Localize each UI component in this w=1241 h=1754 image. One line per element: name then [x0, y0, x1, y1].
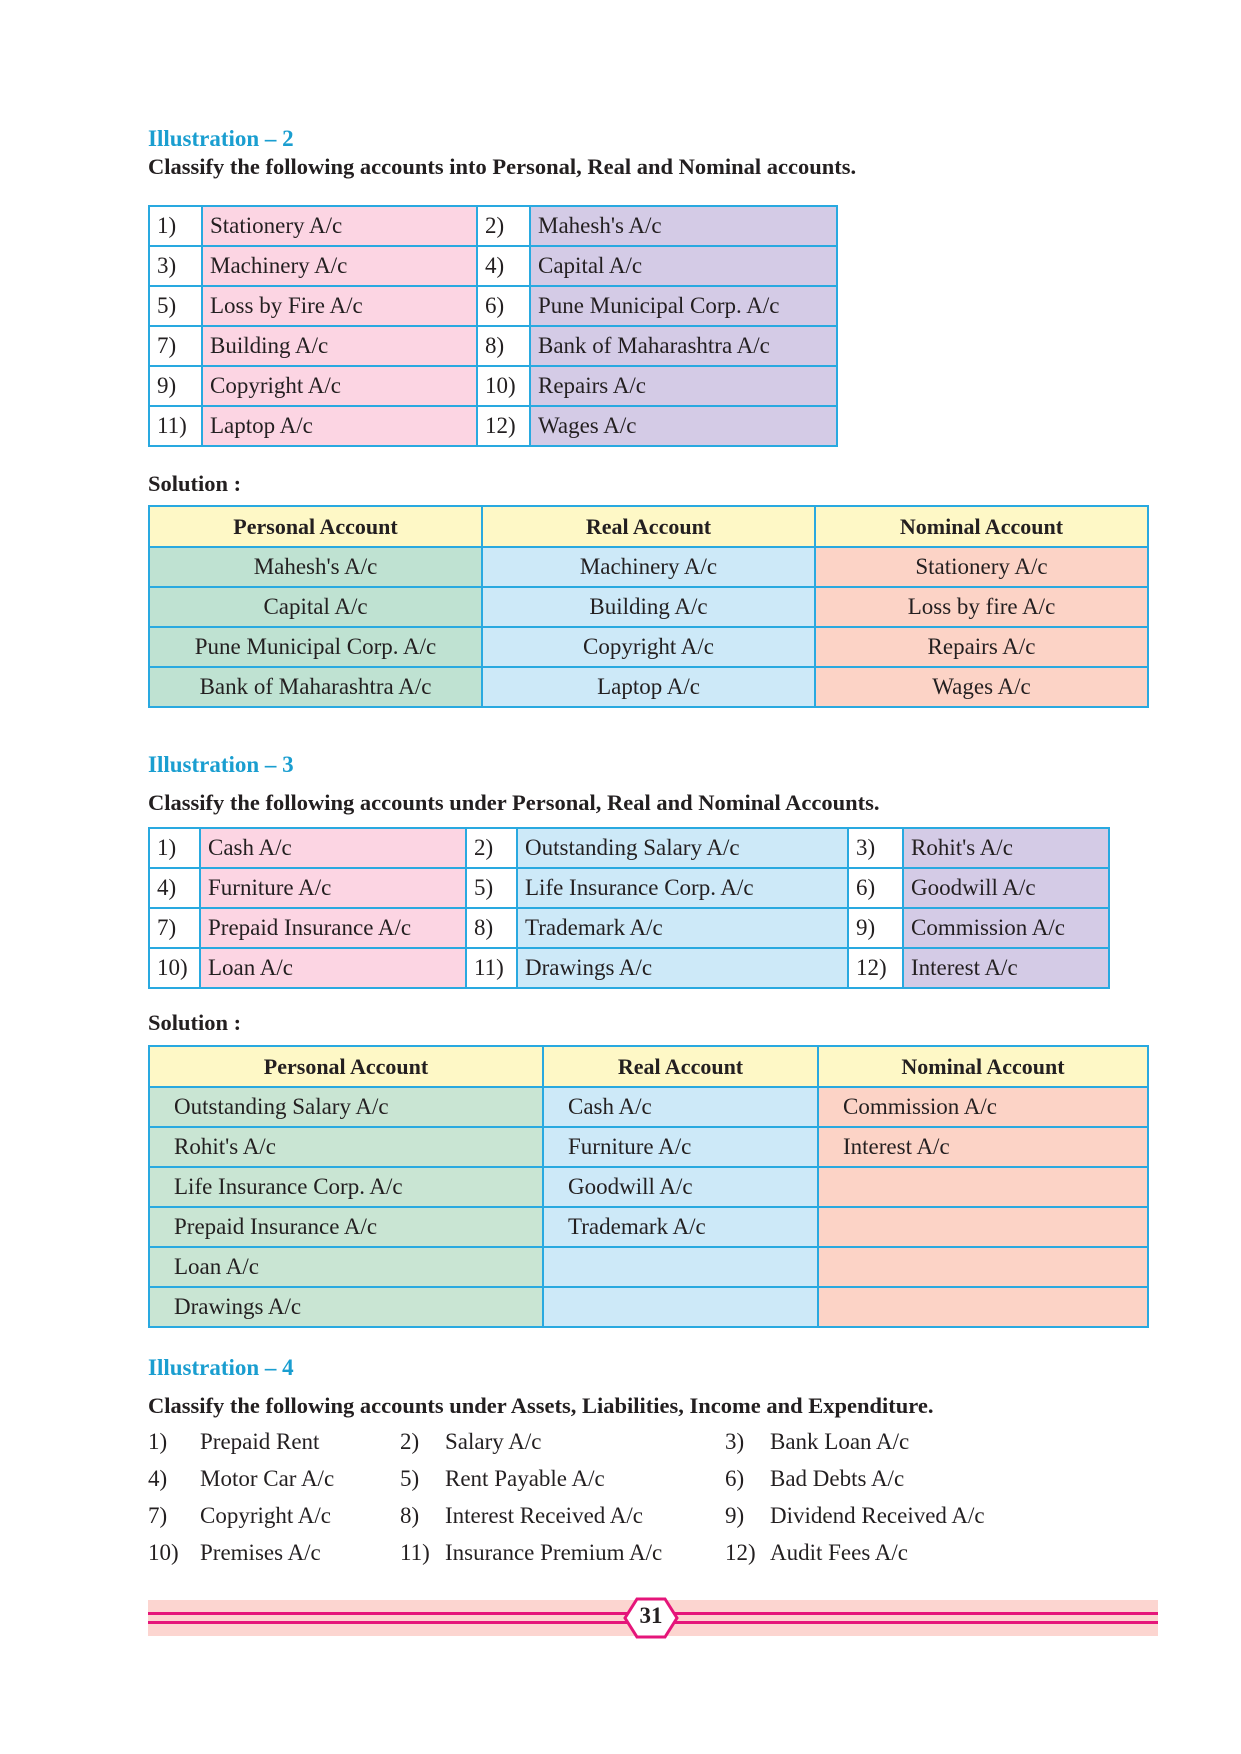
illustration-3-solution-table	[148, 1045, 1149, 1328]
account-name: Stationery A/c	[202, 206, 477, 246]
personal-account-cell: Mahesh's A/c	[149, 547, 482, 587]
illustration-4-account-list	[148, 1429, 1158, 1577]
table-row	[149, 667, 1148, 707]
item-number: 5)	[149, 286, 202, 326]
account-name: Furniture A/c	[200, 868, 466, 908]
table-row	[149, 1167, 1148, 1207]
item-number: 1)	[149, 206, 202, 246]
account-name: Copyright A/c	[202, 366, 477, 406]
personal-account-cell: Capital A/c	[149, 587, 482, 627]
item-number: 11)	[466, 948, 517, 988]
item-number: 9)	[725, 1503, 745, 1528]
table-row	[149, 1287, 1148, 1327]
table-row	[149, 908, 1109, 948]
item-number: 11)	[400, 1540, 430, 1565]
personal-account-cell: Bank of Maharashtra A/c	[149, 667, 482, 707]
item-number: 7)	[149, 326, 202, 366]
nominal-account-cell	[818, 1287, 1148, 1327]
table-row	[149, 1247, 1148, 1287]
real-account-cell	[543, 1247, 818, 1287]
account-name: Drawings A/c	[517, 948, 848, 988]
account-name: Pune Municipal Corp. A/c	[530, 286, 837, 326]
account-name: Bank of Maharashtra A/c	[530, 326, 837, 366]
table-row	[149, 948, 1109, 988]
list-row	[148, 1503, 1158, 1540]
item-number: 8)	[466, 908, 517, 948]
personal-account-cell: Rohit's A/c	[149, 1127, 543, 1167]
item-number: 8)	[477, 326, 530, 366]
item-number: 9)	[848, 908, 903, 948]
item-number: 8)	[400, 1503, 420, 1528]
item-number: 12)	[477, 406, 530, 446]
header-nominal-account: Nominal Account	[815, 506, 1148, 547]
table-row	[149, 547, 1148, 587]
account-name: Machinery A/c	[202, 246, 477, 286]
item-number: 1)	[149, 828, 200, 868]
account-name: Motor Car A/c	[200, 1466, 335, 1491]
real-account-cell: Building A/c	[482, 587, 815, 627]
account-name: Wages A/c	[530, 406, 837, 446]
item-number: 3)	[725, 1429, 745, 1454]
list-row	[148, 1429, 1158, 1466]
list-row	[148, 1540, 1158, 1577]
account-name: Insurance Premium A/c	[445, 1540, 663, 1565]
account-name: Rohit's A/c	[903, 828, 1109, 868]
item-number: 12)	[848, 948, 903, 988]
account-name: Dividend Received A/c	[770, 1503, 985, 1528]
account-name: Bank Loan A/c	[770, 1429, 910, 1454]
account-name: Interest A/c	[903, 948, 1109, 988]
nominal-account-cell: Commission A/c	[818, 1087, 1148, 1127]
table-row	[149, 246, 837, 286]
account-name: Commission A/c	[903, 908, 1109, 948]
account-name: Interest Received A/c	[445, 1503, 643, 1528]
table-row	[149, 828, 1109, 868]
illustration-2-solution-label: Solution :	[148, 471, 242, 496]
illustration-3-heading: Illustration – 3	[148, 752, 294, 777]
header-nominal-account: Nominal Account	[818, 1046, 1148, 1087]
item-number: 5)	[466, 868, 517, 908]
real-account-cell: Laptop A/c	[482, 667, 815, 707]
real-account-cell: Copyright A/c	[482, 627, 815, 667]
nominal-account-cell: Wages A/c	[815, 667, 1148, 707]
personal-account-cell: Prepaid Insurance A/c	[149, 1207, 543, 1247]
account-name: Trademark A/c	[517, 908, 848, 948]
personal-account-cell: Loan A/c	[149, 1247, 543, 1287]
list-row	[148, 1466, 1158, 1503]
item-number: 11)	[149, 406, 202, 446]
item-number: 12)	[725, 1540, 756, 1565]
table-row	[149, 627, 1148, 667]
illustration-4-heading: Illustration – 4	[148, 1355, 294, 1380]
item-number: 10)	[148, 1540, 179, 1565]
item-number: 7)	[149, 908, 200, 948]
nominal-account-cell: Repairs A/c	[815, 627, 1148, 667]
illustration-3-solution-label: Solution :	[148, 1010, 242, 1035]
personal-account-cell: Life Insurance Corp. A/c	[149, 1167, 543, 1207]
account-name: Rent Payable A/c	[445, 1466, 605, 1491]
nominal-account-cell	[818, 1167, 1148, 1207]
account-name: Goodwill A/c	[903, 868, 1109, 908]
account-name: Outstanding Salary A/c	[517, 828, 848, 868]
item-number: 6)	[848, 868, 903, 908]
personal-account-cell: Pune Municipal Corp. A/c	[149, 627, 482, 667]
illustration-2-heading: Illustration – 2	[148, 126, 294, 151]
account-name: Prepaid Insurance A/c	[200, 908, 466, 948]
item-number: 3)	[149, 246, 202, 286]
table-row	[149, 587, 1148, 627]
illustration-2-question-table	[148, 205, 838, 447]
page-footer	[148, 1600, 1158, 1636]
real-account-cell: Goodwill A/c	[543, 1167, 818, 1207]
nominal-account-cell: Loss by fire A/c	[815, 587, 1148, 627]
illustration-2-instruction: Classify the following accounts into Personal, Real and Nominal accounts.	[148, 154, 857, 179]
account-name: Building A/c	[202, 326, 477, 366]
nominal-account-cell: Stationery A/c	[815, 547, 1148, 587]
header-personal-account: Personal Account	[149, 506, 482, 547]
real-account-cell: Trademark A/c	[543, 1207, 818, 1247]
account-name: Audit Fees A/c	[770, 1540, 908, 1565]
account-name: Life Insurance Corp. A/c	[517, 868, 848, 908]
real-account-cell: Machinery A/c	[482, 547, 815, 587]
illustration-4-instruction: Classify the following accounts under Assets, Liabilities, Income and Expenditure.	[148, 1393, 934, 1418]
account-name: Mahesh's A/c	[530, 206, 837, 246]
account-name: Capital A/c	[530, 246, 837, 286]
account-name: Loan A/c	[200, 948, 466, 988]
real-account-cell	[543, 1287, 818, 1327]
real-account-cell: Cash A/c	[543, 1087, 818, 1127]
table-row	[149, 1087, 1148, 1127]
account-name: Salary A/c	[445, 1429, 542, 1454]
header-real-account: Real Account	[482, 506, 815, 547]
item-number: 7)	[148, 1503, 168, 1528]
item-number: 4)	[148, 1466, 168, 1491]
nominal-account-cell: Interest A/c	[818, 1127, 1148, 1167]
item-number: 2)	[477, 206, 530, 246]
real-account-cell: Furniture A/c	[543, 1127, 818, 1167]
account-name: Copyright A/c	[200, 1503, 331, 1528]
item-number: 6)	[725, 1466, 745, 1491]
header-personal-account: Personal Account	[149, 1046, 543, 1087]
illustration-3-instruction: Classify the following accounts under Personal, Real and Nominal Accounts.	[148, 790, 880, 815]
item-number: 6)	[477, 286, 530, 326]
item-number: 9)	[149, 366, 202, 406]
nominal-account-cell	[818, 1207, 1148, 1247]
item-number: 4)	[477, 246, 530, 286]
table-row	[149, 326, 837, 366]
table-row	[149, 868, 1109, 908]
personal-account-cell: Outstanding Salary A/c	[149, 1087, 543, 1127]
personal-account-cell: Drawings A/c	[149, 1287, 543, 1327]
account-name: Repairs A/c	[530, 366, 837, 406]
table-row	[149, 206, 837, 246]
item-number: 10)	[149, 948, 200, 988]
table-row	[149, 286, 837, 326]
account-name: Laptop A/c	[202, 406, 477, 446]
account-name: Loss by Fire A/c	[202, 286, 477, 326]
item-number: 1)	[148, 1429, 168, 1454]
nominal-account-cell	[818, 1247, 1148, 1287]
table-row	[149, 366, 837, 406]
table-row	[149, 1127, 1148, 1167]
item-number: 2)	[400, 1429, 420, 1454]
table-row	[149, 406, 837, 446]
illustration-2-solution-table	[148, 505, 1149, 708]
account-name: Bad Debts A/c	[770, 1466, 905, 1491]
account-name: Premises A/c	[200, 1540, 321, 1565]
illustration-3-question-table	[148, 827, 1110, 989]
item-number: 3)	[848, 828, 903, 868]
page-number: 31	[639, 1603, 663, 1628]
item-number: 4)	[149, 868, 200, 908]
account-name: Cash A/c	[200, 828, 466, 868]
account-name: Prepaid Rent	[200, 1429, 320, 1454]
item-number: 5)	[400, 1466, 420, 1491]
header-real-account: Real Account	[543, 1046, 818, 1087]
item-number: 10)	[477, 366, 530, 406]
item-number: 2)	[466, 828, 517, 868]
table-row	[149, 1207, 1148, 1247]
